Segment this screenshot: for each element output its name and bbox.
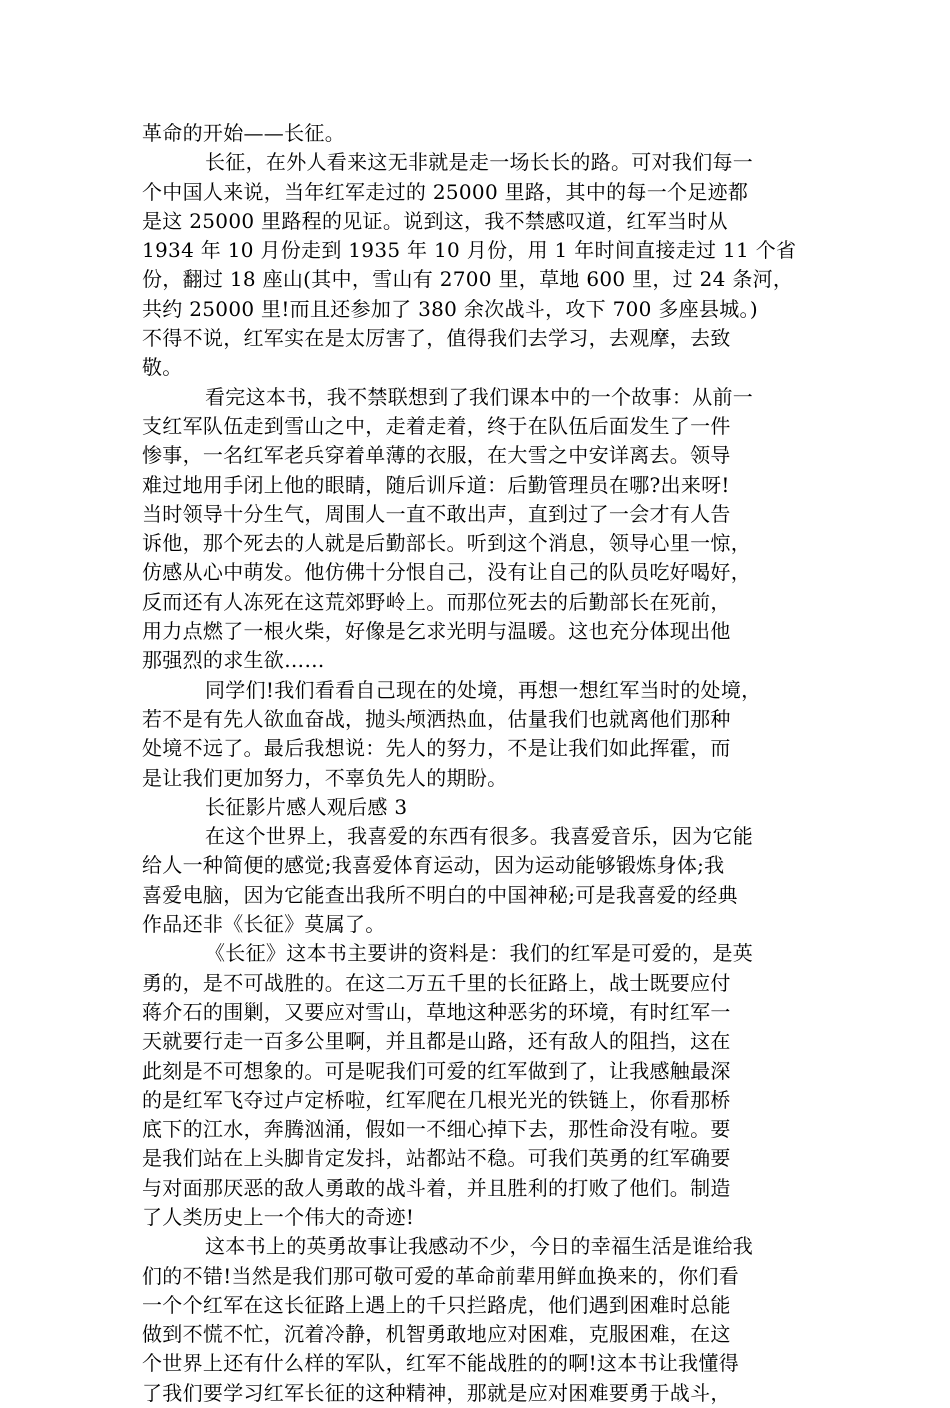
text-line: 这本书上的英勇故事让我感动不少，今日的幸福生活是谁给我: [205, 1234, 754, 1259]
text-line: 份，翻过 18 座山(其中，雪山有 2700 里，草地 600 里，过 24 条河，: [142, 267, 794, 292]
text-line: 惨事，一名红军老兵穿着单薄的衣服，在大雪之中安详离去。领导: [142, 443, 731, 468]
text-line: 个世界上还有什么样的军队，红军不能战胜的的啊!这本书让我懂得: [142, 1351, 740, 1376]
text-line: 勇的，是不可战胜的。在这二万五千里的长征路上，战士既要应付: [142, 970, 731, 995]
text-line: 给人一种简便的感觉;我喜爱体育运动，因为运动能够锻炼身体;我: [142, 853, 725, 878]
text-line: 革命的开始——长征。: [142, 121, 345, 145]
text-line: 是让我们更加努力，不辜负先人的期盼。: [142, 765, 508, 790]
text-line: 同学们!我们看看自己现在的处境，再想一想红军当时的处境，: [205, 677, 762, 702]
text-line: 天就要行走一百多公里啊，并且都是山路，还有敌人的阻挡，这在: [142, 1029, 731, 1054]
text-line: 敬。: [142, 355, 183, 380]
text-line: 当时领导十分生气，周围人一直不敢出声，直到过了一会才有人告: [142, 501, 731, 526]
section-heading: 长征影片感人观后感 3: [205, 794, 408, 819]
text-line: 喜爱电脑，因为它能查出我所不明白的中国神秘;可是我喜爱的经典: [142, 882, 738, 907]
text-line: 若不是有先人欲血奋战，抛头颅洒热血，估量我们也就离他们那种: [142, 706, 731, 731]
text-line: 那强烈的求生欲……: [142, 648, 325, 673]
text-line: 蒋介石的围剿，又要应对雪山，草地这种恶劣的环境，有时红军一: [142, 999, 731, 1024]
text-line: 个中国人来说，当年红军走过的 25000 里路，其中的每一个足迹都: [142, 179, 749, 204]
text-line: 与对面那厌恶的敌人勇敢的战斗着，并且胜利的打败了他们。制造: [142, 1175, 731, 1200]
text-line: 是我们站在上头脚肯定发抖，站都站不稳。可我们英勇的红军确要: [142, 1146, 731, 1171]
text-line: 不得不说，红军实在是太厉害了，值得我们去学习，去观摩，去致: [142, 326, 731, 351]
text-line: 共约 25000 里!而且还参加了 380 余次战斗，攻下 700 多座县城。): [142, 296, 758, 321]
text-line: 一个个红军在这长征路上遇上的千只拦路虎，他们遇到困难时总能: [142, 1292, 731, 1317]
text-line: 难过地用手闭上他的眼睛，随后训斥道：后勤管理员在哪?出来呀!: [142, 472, 730, 497]
text-line: 是这 25000 里路程的见证。说到这，我不禁感叹道，红军当时从: [142, 208, 728, 233]
text-line: 的是红军飞夺过卢定桥啦，红军爬在几根光光的铁链上，你看那桥: [142, 1087, 731, 1112]
text-line: 诉他，那个死去的人就是后勤部长。听到这个消息，领导心里一惊，: [142, 531, 751, 556]
text-line: 了人类历史上一个伟大的奇迹!: [142, 1204, 415, 1229]
text-line: 反而还有人冻死在这荒郊野岭上。而那位死去的后勤部长在死前，: [142, 589, 731, 614]
text-line: 们的不错!当然是我们那可敬可爱的革命前辈用鲜血换来的，你们看: [142, 1263, 740, 1288]
text-line: 底下的江水，奔腾汹涌，假如一不细心掉下去，那性命没有啦。要: [142, 1117, 731, 1142]
text-line: 在这个世界上，我喜爱的东西有很多。我喜爱音乐，因为它能: [205, 824, 754, 849]
text-line: 支红军队伍走到雪山之中，走着走着，终于在队伍后面发生了一件: [142, 413, 731, 438]
text-line: 《长征》这本书主要讲的资料是：我们的红军是可爱的，是英: [205, 941, 754, 966]
text-line: 此刻是不可想象的。可是呢我们可爱的红军做到了，让我感触最深: [142, 1058, 731, 1083]
text-line: 看完这本书，我不禁联想到了我们课本中的一个故事：从前一: [205, 384, 754, 409]
text-line: 长征，在外人看来这无非就是走一场长长的路。可对我们每一: [205, 150, 754, 175]
text-line: 仿感从心中萌发。他仿佛十分恨自己，没有让自己的队员吃好喝好，: [142, 560, 751, 585]
text-line: 了我们要学习红军长征的这种精神，那就是应对困难要勇于战斗，: [142, 1380, 731, 1405]
text-line: 作品还非《长征》莫属了。: [142, 912, 386, 937]
text-line: 用力点燃了一根火柴，好像是乞求光明与温暖。这也充分体现出他: [142, 619, 731, 644]
text-line: 做到不慌不忙，沉着冷静，机智勇敢地应对困难，克服困难，在这: [142, 1322, 731, 1347]
text-line: 1934 年 10 月份走到 1935 年 10 月份，用 1 年时间直接走过 11 个省: [142, 238, 797, 263]
text-line: 处境不远了。最后我想说：先人的努力，不是让我们如此挥霍，而: [142, 736, 731, 761]
document-page: [142, 119, 810, 1408]
